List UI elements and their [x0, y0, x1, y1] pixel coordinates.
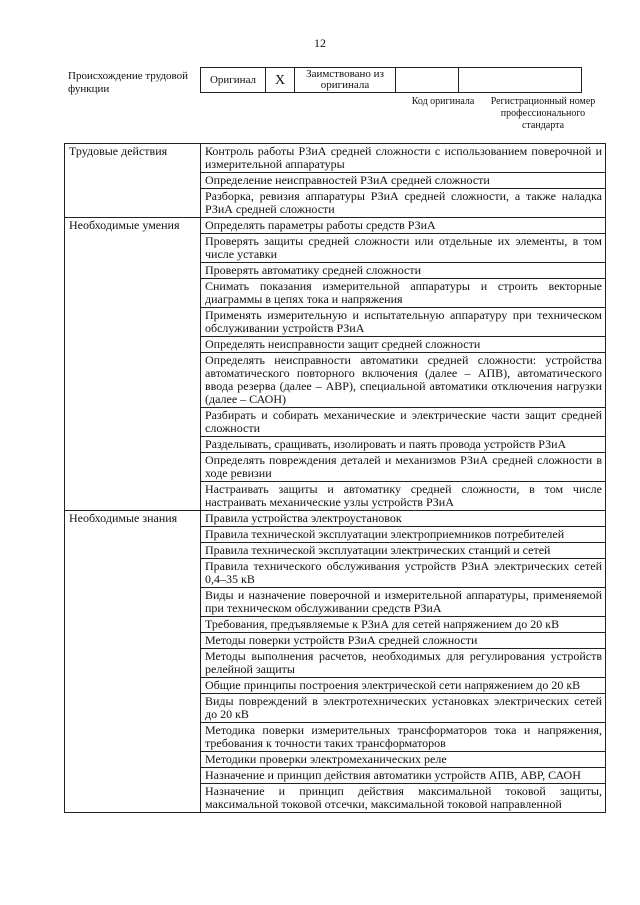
section-item: Определять параметры работы средств РЗиА: [201, 218, 606, 234]
section-item: Настраивать защиты и автоматику средней сложности, в том числе настраивать механические узлы устройств РЗиА: [201, 482, 606, 511]
section-item: Общие принципы построения электрической сети напряжением до 20 кВ: [201, 678, 606, 694]
section-item: Виды повреждений в электротехнических установках электрических сетей до 20 кВ: [201, 694, 606, 723]
original-label: Оригинал: [201, 68, 266, 93]
table-row: [65, 218, 606, 234]
regnum-caption: Регистрационный номер профессионального стандарта: [490, 96, 596, 131]
section-item: Назначение и принцип действия максимальной токовой защиты, максимальной токовой отсечки, максимальной токовой направленной: [201, 784, 606, 813]
table-row: [65, 144, 606, 173]
section-item: Правила технической эксплуатации электрических станций и сетей: [201, 543, 606, 559]
section-label: Необходимые умения: [65, 218, 201, 511]
section-item: Контроль работы РЗиА средней сложности с использованием поверочной и измерительной аппаратуры: [201, 144, 606, 173]
section-item: Определять неисправности автоматики средней сложности: устройства автоматического повторного включения (далее – АПВ), автоматического ввода резерва (далее – АВР), специальной автоматики отключения нагрузки (далее – САОН): [201, 353, 606, 408]
table-row: [65, 511, 606, 527]
section-item: Проверять защиты средней сложности или отдельные их элементы, в том числе уставки: [201, 234, 606, 263]
code-caption: Код оригинала: [411, 96, 475, 107]
section-item: Правила технической эксплуатации электроприемников потребителей: [201, 527, 606, 543]
section-item: Применять измерительную и испытательную аппаратуру при техническом обслуживании устройств РЗиА: [201, 308, 606, 337]
section-item: Методика поверки измерительных трансформаторов тока и напряжения, требования к точности таких трансформаторов: [201, 723, 606, 752]
section-label: Необходимые знания: [65, 511, 201, 813]
section-item: Определять повреждения деталей и механизмов РЗиА средней сложности в ходе ревизии: [201, 453, 606, 482]
section-item: Правила устройства электроустановок: [201, 511, 606, 527]
section-item: Требования, предъявляемые к РЗиА для сетей напряжением до 20 кВ: [201, 617, 606, 633]
section-item: Разделывать, сращивать, изолировать и паять провода устройств РЗиА: [201, 437, 606, 453]
function-table: [64, 143, 606, 813]
section-item: Снимать показания измерительной аппаратуры и строить векторные диаграммы в цепях тока и напряжения: [201, 279, 606, 308]
section-item: Методики проверки электромеханических реле: [201, 752, 606, 768]
origin-table: [200, 67, 582, 93]
section-item: Методы выполнения расчетов, необходимых для регулирования устройств релейной защиты: [201, 649, 606, 678]
section-item: Назначение и принцип действия автоматики устройств АПВ, АВР, САОН: [201, 768, 606, 784]
section-item: Определение неисправностей РЗиА средней сложности: [201, 173, 606, 189]
section-item: Виды и назначение поверочной и измерительной аппаратуры, применяемой при техническом обслуживании средств РЗиА: [201, 588, 606, 617]
registration-number-cell: [459, 68, 582, 93]
original-mark: X: [266, 68, 295, 93]
section-item: Правила технического обслуживания устройств РЗиА электрических сетей 0,4–35 кВ: [201, 559, 606, 588]
section-item: Определять неисправности защит средней сложности: [201, 337, 606, 353]
section-item: Проверять автоматику средней сложности: [201, 263, 606, 279]
original-code-cell: [396, 68, 459, 93]
section-item: Разбирать и собирать механические и электрические части защит средней сложности: [201, 408, 606, 437]
page-number: 12: [314, 36, 326, 50]
section-item: Методы поверки устройств РЗиА средней сложности: [201, 633, 606, 649]
section-item: Разборка, ревизия аппаратуры РЗиА средней сложности, а также наладка РЗиА средней сложности: [201, 189, 606, 218]
borrowed-label: Заимствовано из оригинала: [295, 68, 396, 93]
section-label: Трудовые действия: [65, 144, 201, 218]
origin-label: Происхождение трудовой функции: [68, 70, 189, 95]
